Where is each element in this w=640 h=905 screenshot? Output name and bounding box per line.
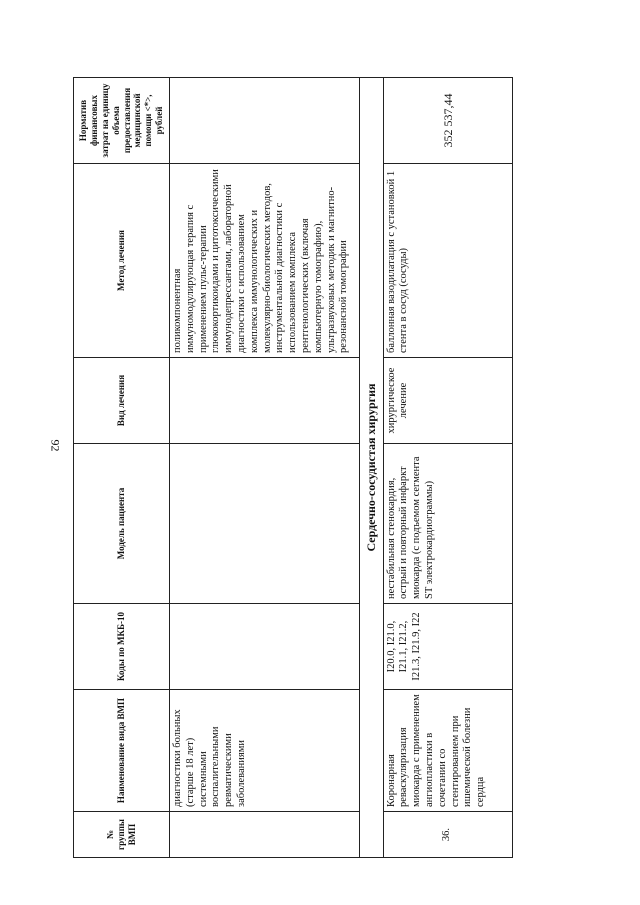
table-header-row: [74, 78, 170, 858]
table-row-36: [383, 78, 512, 858]
cell-kind: хирургическое лечение: [383, 358, 512, 444]
header-model: Модель пациента: [74, 444, 170, 604]
cell-codes: I20.0, I21.0, I21.1, I21.2, I21.3, I21.9, I22: [383, 604, 512, 690]
cell-norm: [170, 78, 360, 164]
cell-num: 36.: [383, 812, 512, 858]
cell-model: нестабильная стенокардия, острый и повторный инфаркт миокарда (с подъемом сегмента ST электрокардиограммы): [383, 444, 512, 604]
cell-kind: [170, 358, 360, 444]
header-kind: Вид лечения: [74, 358, 170, 444]
cell-model: [170, 444, 360, 604]
page-number: 92: [48, 439, 63, 452]
header-codes: Коды по МКБ-10: [74, 604, 170, 690]
rotated-table-container: [73, 78, 513, 858]
vmp-table: [73, 77, 513, 858]
cell-name: диагностики больных (старше 18 лет) системными воспалительными ревматическими заболеваниями: [170, 690, 360, 812]
cell-codes: [170, 604, 360, 690]
section-row: [360, 78, 384, 858]
cell-name: Коронарная реваскуляризация миокарда с применением ангиопластики в сочетании со стентированием при ишемической болезни сердца: [383, 690, 512, 812]
section-title: Сердечно-сосудистая хирургия: [360, 78, 384, 858]
cell-norm: 352 537,44: [383, 78, 512, 164]
cell-num: [170, 812, 360, 858]
cell-method: поликомпонентная иммуномодулирующая терапия с применением пульс-терапии глюкокортикоидами и цитотоксическими иммунодепрессантами, лабораторной диагностики с использованием комплекса иммунологических и молекулярно-биологических методов, инструментальной диагностики с использованием комплекса рентгенологических (включая компьютерную томографию), ультразвуковых методик и магнитно-резонансной томографии: [170, 164, 360, 358]
header-norm: Норматив финансовых затрат на единицу объема предоставления медицинской помощи <*>, рублей: [74, 78, 170, 164]
header-name: Наименование вида ВМП: [74, 690, 170, 812]
table-row-continued: [170, 78, 360, 858]
cell-method: баллонная вазодилатация с установкой 1 стента в сосуд (сосуды): [383, 164, 512, 358]
header-method: Метод лечения: [74, 164, 170, 358]
header-num: № группы ВМП: [74, 812, 170, 858]
